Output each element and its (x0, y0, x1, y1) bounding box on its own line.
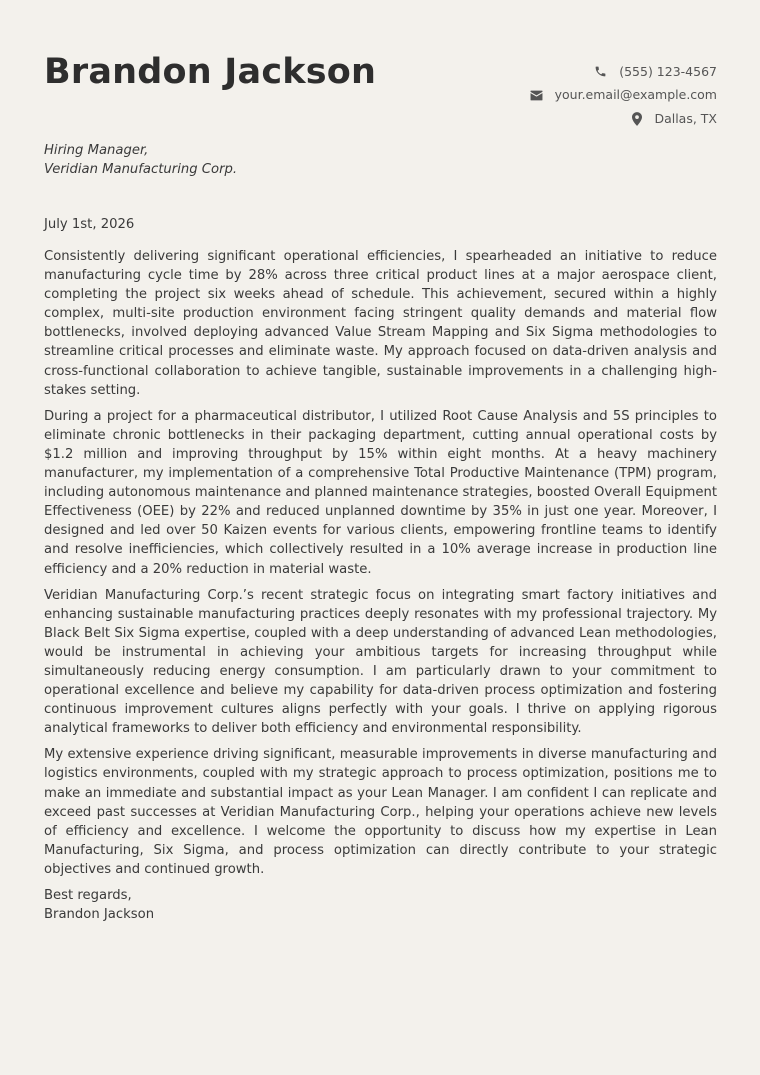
recipient-block (44, 141, 717, 179)
recipient-title: Hiring Manager, (44, 143, 149, 158)
closing-signature: Brandon Jackson (44, 907, 155, 922)
applicant-name: Brandon Jackson (44, 52, 377, 92)
contact-info (530, 60, 717, 131)
phone-icon (594, 65, 607, 78)
body-paragraph-4: My extensive experience driving significant, measurable improvements in diverse manufacturing and logistics environments, coupled with my strategic approach to process optimization, positions me to make an immediate and substantial impact as your Lean Manager. I am confident I can replicate and exceed past successes at Veridian Manufacturing Corp., helping your operations achieve new levels of efficiency and excellence. I welcome the opportunity to discuss how my expertise in Lean Manufacturing, Six Sigma, and process optimization can directly contribute to your strategic objectives and continued growth. (44, 747, 717, 877)
contact-location (530, 107, 717, 131)
email-text: your.email@example.com (554, 87, 717, 103)
body-paragraph-3: Veridian Manufacturing Corp.’s recent strategic focus on integrating smart factory initiatives and enhancing sustainable manufacturing practices deeply resonates with my professional trajectory. My Black Belt Six Sigma expertise, coupled with a deep understanding of advanced Lean methodologies, would be instrumental in achieving your ambitious targets for increasing throughput while simultaneously reducing energy consumption. I am particularly drawn to your commitment to operational excellence and believe my capability for data-driven process optimization and fostering continuous improvement cultures aligns perfectly with your goals. I thrive on applying rigorous analytical frameworks to deliver both efficiency and environmental responsibility. (44, 587, 717, 737)
closing-salutation: Best regards, (44, 888, 132, 903)
letter-body (44, 247, 717, 879)
body-paragraph-1: Consistently delivering significant operational efficiencies, I spearheaded an initiative to reduce manufacturing cycle time by 28% across three critical product lines at a major aerospace client, completing the project six weeks ahead of schedule. This achievement, secured within a highly complex, multi-site production environment facing stringent quality demands and material flow bottlenecks, involved deploying advanced Value Stream Mapping and Six Sigma methodologies to streamline critical processes and eliminate waste. My approach focused on data-driven analysis and cross-functional collaboration to achieve tangible, sustainable improvements in a challenging high-stakes setting. (44, 249, 717, 398)
contact-phone (530, 60, 717, 84)
body-paragraph-2: During a project for a pharmaceutical distributor, I utilized Root Cause Analysis and 5S principles to eliminate chronic bottlenecks in their packaging department, cutting annual operational costs by $1.2 million and improving throughput by 15% within eight months. At a heavy machinery manufacturer, my implementation of a comprehensive Total Productive Maintenance (TPM) program, including autonomous maintenance and planned maintenance strategies, boosted Overall Equipment Effectiveness (OEE) by 22% and reduced unplanned downtime by 35% in just one year. Moreover, I designed and led over 50 Kaizen events for various clients, empowering frontline teams to identify and resolve inefficiencies, which collectively resulted in a 10% average increase in production line efficiency and a 20% reduction in material waste. (44, 408, 717, 577)
letter-header (44, 0, 717, 128)
envelope-icon (530, 90, 543, 101)
letter-date: July 1st, 2026 (44, 217, 135, 232)
phone-text: (555) 123-4567 (619, 63, 717, 79)
contact-email (530, 84, 717, 108)
map-pin-icon (632, 112, 642, 126)
location-text: Dallas, TX (654, 110, 717, 126)
recipient-company: Veridian Manufacturing Corp. (44, 162, 238, 177)
closing-block (44, 886, 717, 924)
